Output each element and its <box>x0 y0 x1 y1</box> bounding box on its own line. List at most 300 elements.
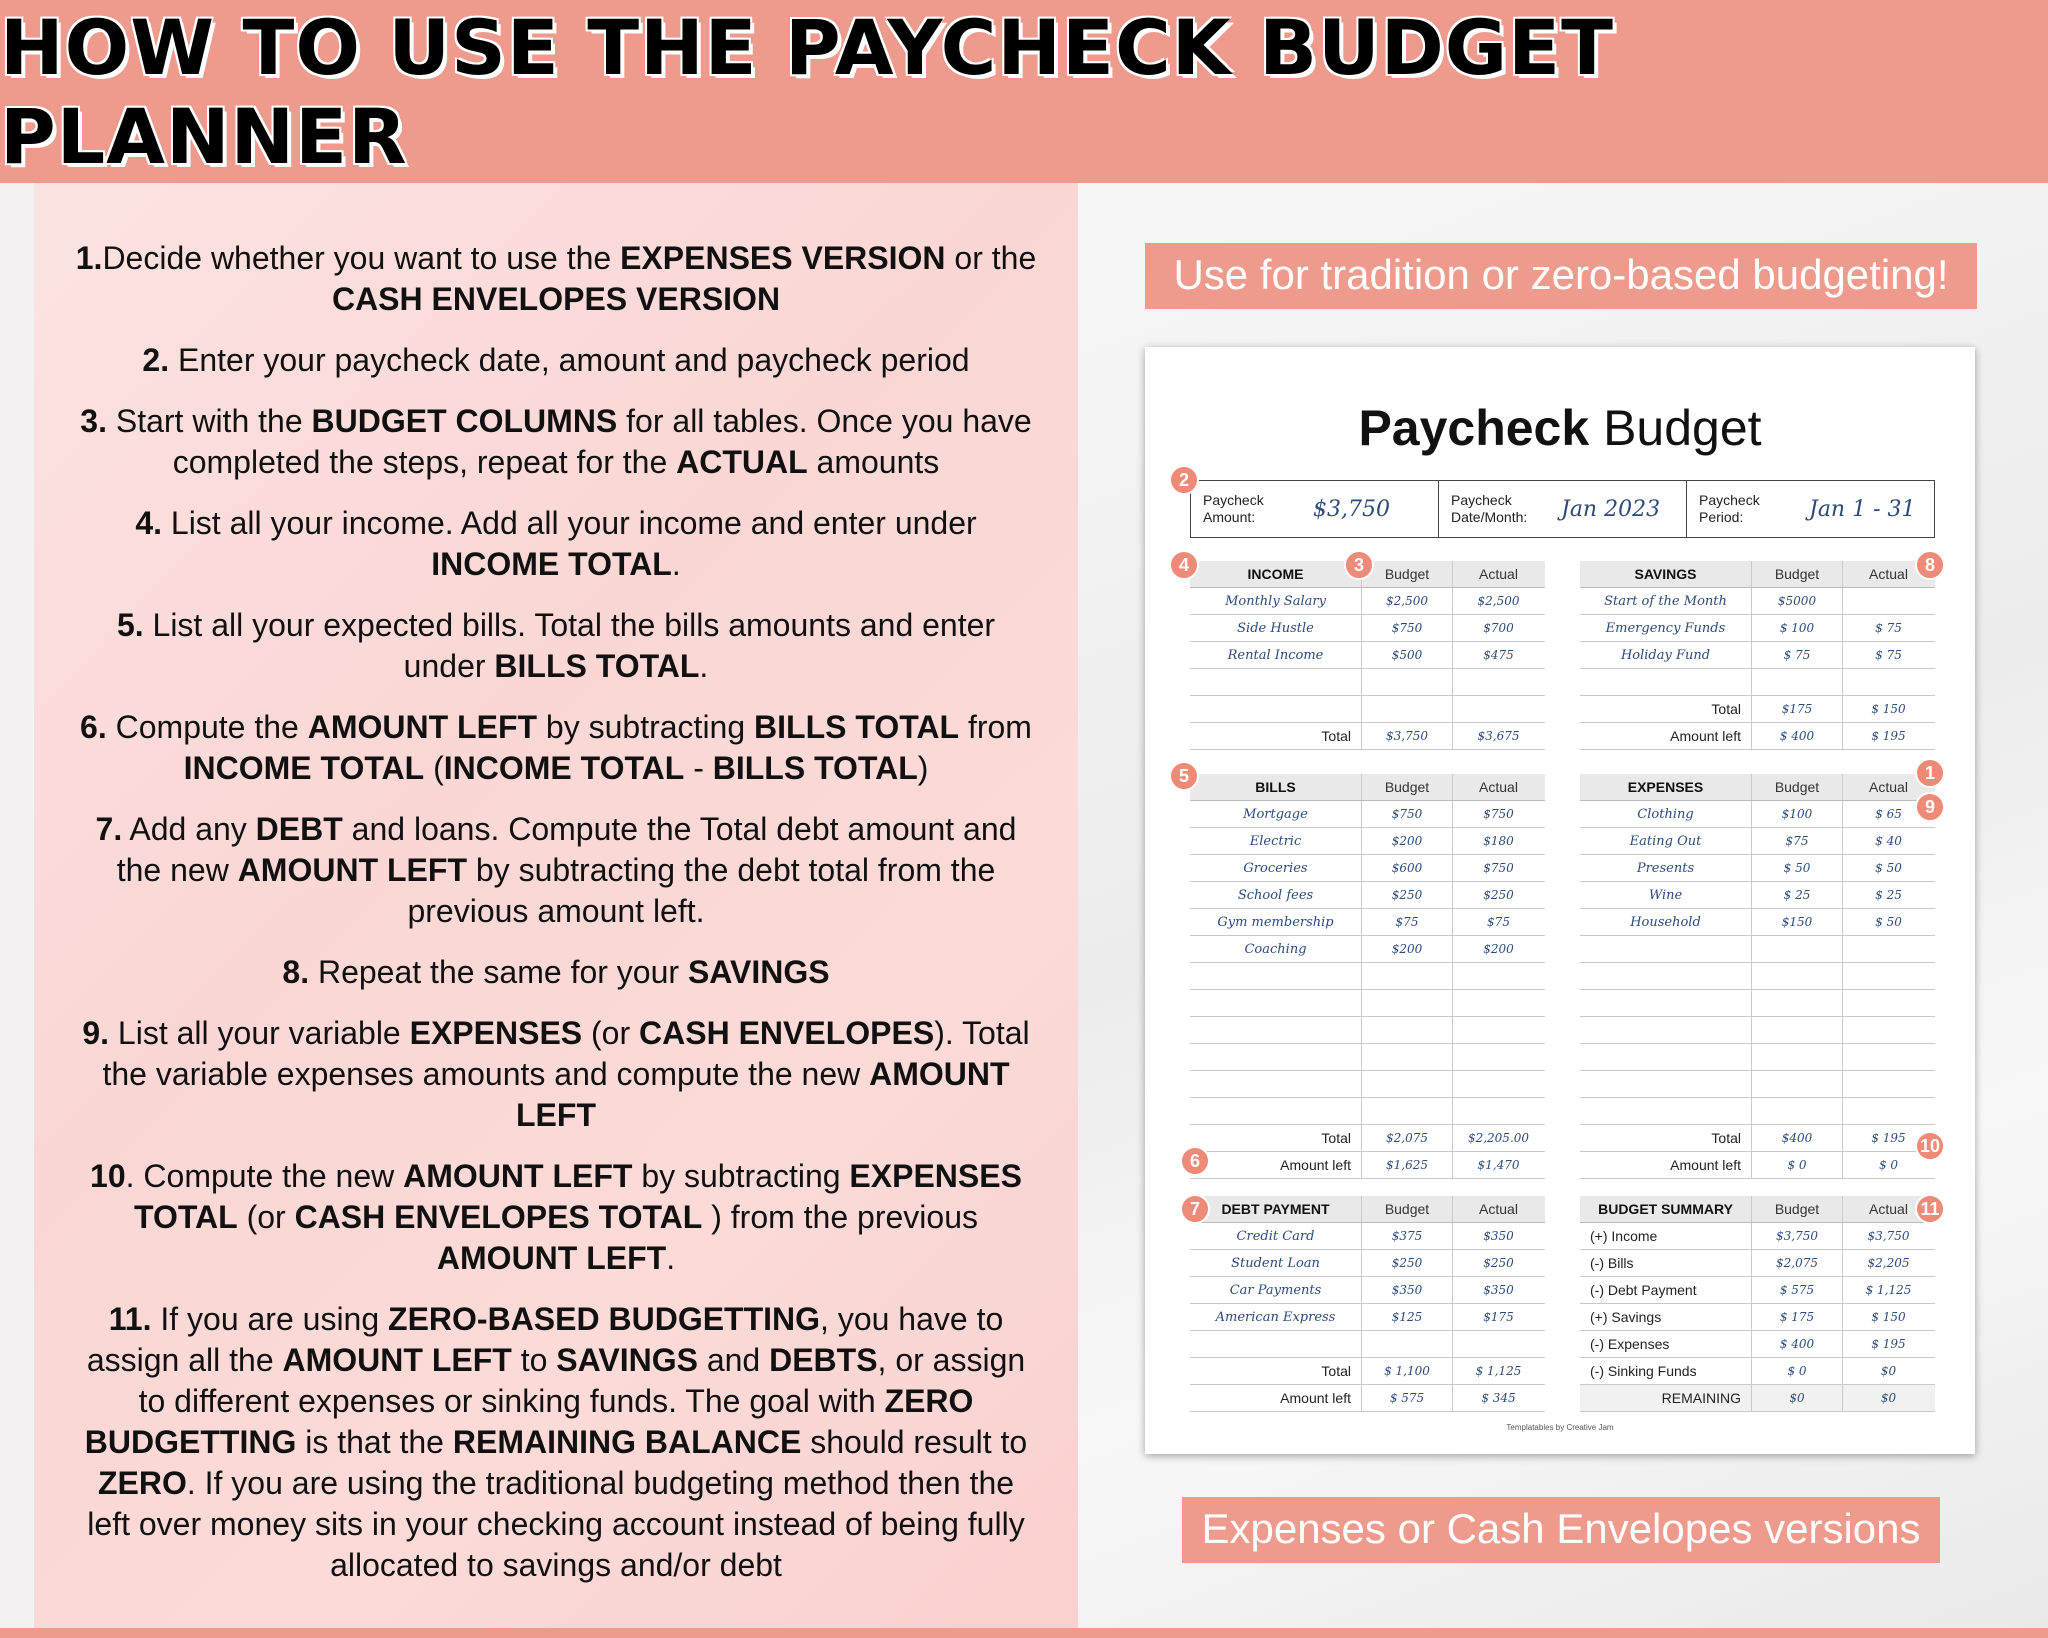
step-text: . <box>671 546 681 582</box>
budget-value <box>1362 669 1453 695</box>
paycheck-header <box>1190 480 1935 538</box>
step-bold-text: SAVINGS <box>556 1342 698 1378</box>
step-text: Start with the <box>106 403 312 439</box>
income-table <box>1190 561 1545 750</box>
step-badge-10: 10 <box>1915 1131 1945 1161</box>
page-title: HOW TO USE THE PAYCHECK BUDGET PLANNER <box>0 2 1614 181</box>
row-label <box>1580 1044 1752 1070</box>
instructions-panel <box>34 183 1078 1628</box>
table-row <box>1190 828 1545 855</box>
row-label: Start of the Month <box>1580 588 1752 614</box>
step-bold-text: 7. <box>95 811 123 847</box>
actual-value: $ 50 <box>1875 861 1902 875</box>
row-label: Wine <box>1580 882 1752 908</box>
bills-table <box>1190 774 1545 1179</box>
step-badge-2: 2 <box>1169 465 1199 495</box>
step-bold-text: 3. <box>80 403 107 439</box>
budget-value <box>1362 1098 1453 1124</box>
step-bold-text: 8. <box>282 954 310 990</box>
budget-value: $ 575 <box>1752 1277 1843 1303</box>
actual-value: $200 <box>1483 942 1514 956</box>
actual-value <box>1453 1017 1544 1043</box>
step-badge-11: 11 <box>1915 1194 1945 1224</box>
step-bold-text: INCOME TOTAL <box>183 750 425 786</box>
total-label: Amount left <box>1580 723 1752 749</box>
table-total-row <box>1580 1125 1935 1152</box>
actual-value <box>1453 1044 1544 1070</box>
total-label: Total <box>1580 1125 1752 1151</box>
table-row <box>1580 615 1935 642</box>
total-label: Total <box>1190 723 1362 749</box>
actual-value <box>1843 588 1934 614</box>
actual-column-header: Actual <box>1479 1201 1518 1217</box>
budgeting-tag: Use for tradition or zero-based budgeting! <box>1145 243 1977 309</box>
step-text: ) <box>917 750 929 786</box>
step-text: from <box>959 709 1032 745</box>
sheet-credit: Templatables by Creative Jam <box>1506 1423 1614 1432</box>
budget-value: $100 <box>1752 801 1843 827</box>
row-label: Household <box>1580 909 1752 935</box>
step-bold-text: AMOUNT LEFT <box>307 709 538 745</box>
table-row <box>1190 1277 1545 1304</box>
actual-value <box>1453 1331 1544 1357</box>
table-total-row <box>1190 723 1545 750</box>
row-label <box>1190 1071 1362 1097</box>
total-actual-value: $ 345 <box>1481 1391 1516 1405</box>
budget-column-header: Budget <box>1752 1196 1843 1222</box>
budget-value: $ 100 <box>1752 615 1843 641</box>
actual-column-header: Actual <box>1869 1201 1908 1217</box>
step-bold-text: INCOME TOTAL <box>431 546 672 582</box>
table-header-row <box>1190 774 1545 801</box>
actual-value: $0 <box>1880 1364 1897 1378</box>
total-actual-value: $ 0 <box>1878 1158 1899 1172</box>
row-label: REMAINING <box>1580 1385 1752 1411</box>
step-bold-text: BILLS TOTAL <box>494 648 700 684</box>
total-actual-value: $1,470 <box>1477 1158 1520 1172</box>
table-row <box>1580 1250 1935 1277</box>
row-label: Rental Income <box>1190 642 1362 668</box>
step-text: List all your variable <box>109 1015 410 1051</box>
step-text: , or assign to different expenses or sinking funds. The goal with <box>138 1342 1026 1419</box>
total-actual-value: $2,205.00 <box>1467 1131 1530 1145</box>
table-row <box>1580 1017 1935 1044</box>
title-banner <box>0 0 2048 183</box>
paycheck-date-value: Jan 2023 <box>1561 496 1661 522</box>
row-label <box>1190 963 1362 989</box>
budget-value <box>1752 936 1843 962</box>
actual-value: $ 25 <box>1875 888 1902 902</box>
paycheck-period-label: Paycheck Period: <box>1699 492 1760 525</box>
step-text: List all your expected bills. Total the bills amounts and enter under <box>143 607 996 684</box>
actual-value <box>1453 1071 1544 1097</box>
step-bold-text: 11. <box>108 1301 152 1337</box>
row-label <box>1190 669 1362 695</box>
budget-value: $125 <box>1362 1304 1453 1330</box>
instruction-step <box>34 1156 1078 1279</box>
instruction-step <box>34 401 1078 483</box>
step-bold-text: DEBT <box>255 811 343 847</box>
step-text: should result to <box>801 1424 1028 1460</box>
table-row <box>1190 588 1545 615</box>
table-row <box>1580 1277 1935 1304</box>
step-badge-4: 4 <box>1169 550 1199 580</box>
row-label: Eating Out <box>1580 828 1752 854</box>
table-title: BILLS <box>1190 774 1362 800</box>
step-text: . <box>699 648 709 684</box>
row-label: Electric <box>1190 828 1362 854</box>
budget-value: $ 25 <box>1752 882 1843 908</box>
step-badge-9: 9 <box>1915 792 1945 822</box>
table-row <box>1580 936 1935 963</box>
table-total-row <box>1190 1125 1545 1152</box>
budget-value: $200 <box>1362 936 1453 962</box>
step-bold-text: SAVINGS <box>687 954 830 990</box>
row-label <box>1190 1017 1362 1043</box>
step-text: and <box>697 1342 770 1378</box>
table-row <box>1580 1223 1935 1250</box>
budget-column-header: Budget <box>1362 774 1453 800</box>
step-text: (or <box>582 1015 640 1051</box>
budget-value: $200 <box>1362 828 1453 854</box>
actual-value: $175 <box>1483 1310 1514 1324</box>
total-actual-value: $ 195 <box>1871 729 1906 743</box>
step-text: . If you are using the traditional budgeting method then the left over money sits in your checking account instead of being fully allocated to savings and/or debt <box>87 1465 1025 1583</box>
actual-value: $700 <box>1483 621 1514 635</box>
budget-value: $750 <box>1362 615 1453 641</box>
budget-sheet-preview <box>1145 347 1975 1454</box>
step-bold-text: CASH ENVELOPES TOTAL <box>294 1199 703 1235</box>
sheet-title-rest: Budget <box>1589 400 1762 456</box>
step-bold-text: 1. <box>75 240 103 276</box>
budget-value: $2,075 <box>1752 1250 1843 1276</box>
budget-value: $250 <box>1362 882 1453 908</box>
actual-value <box>1453 963 1544 989</box>
actual-value <box>1843 1098 1934 1124</box>
table-row <box>1190 1071 1545 1098</box>
total-budget-value: $ 575 <box>1362 1385 1453 1411</box>
table-row <box>1190 696 1545 723</box>
actual-value <box>1843 963 1934 989</box>
actual-value <box>1453 990 1544 1016</box>
budget-value: $ 400 <box>1752 1331 1843 1357</box>
row-label <box>1580 669 1752 695</box>
total-budget-value: $ 1,100 <box>1362 1358 1453 1384</box>
actual-value <box>1843 990 1934 1016</box>
total-label: Total <box>1190 1358 1362 1384</box>
budget-value: $75 <box>1752 828 1843 854</box>
total-budget-value: $2,075 <box>1362 1125 1453 1151</box>
total-budget-value: $ 400 <box>1752 723 1843 749</box>
step-bold-text: 9. <box>82 1015 110 1051</box>
table-header-row <box>1190 1196 1545 1223</box>
sheet-title <box>1145 399 1975 457</box>
actual-value: $0 <box>1880 1391 1897 1405</box>
total-label: Amount left <box>1190 1385 1362 1411</box>
row-label <box>1580 1017 1752 1043</box>
actual-column-header: Actual <box>1479 779 1518 795</box>
row-label: Car Payments <box>1190 1277 1362 1303</box>
step-bold-text: ACTUAL <box>676 444 808 480</box>
actual-column-header: Actual <box>1869 779 1908 795</box>
table-row <box>1580 1331 1935 1358</box>
budget-value: $375 <box>1362 1223 1453 1249</box>
step-bold-text: 2. <box>142 342 170 378</box>
instruction-step <box>34 340 1078 381</box>
actual-value: $350 <box>1483 1283 1514 1297</box>
step-bold-text: REMAINING BALANCE <box>452 1424 802 1460</box>
row-label: (-) Expenses <box>1580 1331 1752 1357</box>
actual-value: $ 75 <box>1875 648 1902 662</box>
row-label: Presents <box>1580 855 1752 881</box>
table-total-row <box>1580 696 1935 723</box>
actual-value: $75 <box>1487 915 1510 929</box>
actual-value: $ 50 <box>1875 915 1902 929</box>
row-label: Clothing <box>1580 801 1752 827</box>
budget-value: $350 <box>1362 1277 1453 1303</box>
table-row <box>1190 990 1545 1017</box>
step-bold-text: ZERO-BASED BUDGETTING <box>388 1301 821 1337</box>
actual-value: $ 195 <box>1871 1337 1906 1351</box>
budget-value <box>1752 669 1843 695</box>
table-row <box>1190 669 1545 696</box>
table-row <box>1190 882 1545 909</box>
step-text: by subtracting the debt total from the previous amount left. <box>407 852 996 929</box>
actual-value <box>1453 696 1544 722</box>
table-row <box>1580 990 1935 1017</box>
paycheck-period-value: Jan 1 - 31 <box>1809 496 1916 522</box>
total-actual-value: $3,675 <box>1477 729 1520 743</box>
actual-value: $3,750 <box>1867 1229 1910 1243</box>
step-text: ) from the previous <box>702 1199 978 1235</box>
budget-value: $ 175 <box>1752 1304 1843 1330</box>
budget-value: $150 <box>1752 909 1843 935</box>
total-budget-value: $3,750 <box>1362 723 1453 749</box>
step-text: , you have to assign all the <box>86 1301 1004 1378</box>
actual-value <box>1843 1071 1934 1097</box>
row-label <box>1580 990 1752 1016</box>
step-text: List all your income. Add all your income and enter under <box>162 505 977 541</box>
step-bold-text: EXPENSES VERSION <box>620 240 946 276</box>
table-title: SAVINGS <box>1580 561 1752 587</box>
row-label: Student Loan <box>1190 1250 1362 1276</box>
step-text: amounts <box>807 444 940 480</box>
budget-value <box>1752 1098 1843 1124</box>
budget-value: $250 <box>1362 1250 1453 1276</box>
table-row <box>1190 963 1545 990</box>
actual-value: $250 <box>1483 888 1514 902</box>
row-label: (+) Income <box>1580 1223 1752 1249</box>
table-title: BUDGET SUMMARY <box>1580 1196 1752 1222</box>
actual-value: $180 <box>1483 834 1514 848</box>
row-label <box>1580 1098 1752 1124</box>
table-total-row <box>1580 1152 1935 1179</box>
step-text: ). Total the variable expenses amounts and compute the new <box>102 1015 1030 1092</box>
step-text: to <box>511 1342 557 1378</box>
table-row <box>1580 1044 1935 1071</box>
step-bold-text: CASH ENVELOPES VERSION <box>331 281 781 317</box>
paycheck-amount-label: Paycheck Amount: <box>1203 492 1264 525</box>
row-label: Gym membership <box>1190 909 1362 935</box>
row-label: (-) Debt Payment <box>1580 1277 1752 1303</box>
budget-value: $5000 <box>1752 588 1843 614</box>
actual-value: $ 1,125 <box>1865 1283 1912 1297</box>
budget-value: $ 0 <box>1752 1358 1843 1384</box>
step-bold-text: ZERO BUDGETTING <box>84 1383 974 1460</box>
step-text: If you are using <box>151 1301 389 1337</box>
actual-value: $250 <box>1483 1256 1514 1270</box>
total-budget-value: $175 <box>1752 696 1843 722</box>
step-bold-text: EXPENSES <box>409 1015 583 1051</box>
table-total-row <box>1580 723 1935 750</box>
table-row <box>1190 801 1545 828</box>
row-label: Monthly Salary <box>1190 588 1362 614</box>
table-row <box>1580 882 1935 909</box>
step-bold-text: 5. <box>116 607 144 643</box>
budget-column-header: Budget <box>1752 774 1843 800</box>
step-bold-text: ZERO <box>97 1465 187 1501</box>
step-text: (or <box>237 1199 295 1235</box>
row-label: Mortgage <box>1190 801 1362 827</box>
step-text: Enter your paycheck date, amount and paycheck period <box>169 342 970 378</box>
table-row <box>1580 909 1935 936</box>
row-label <box>1190 990 1362 1016</box>
table-row <box>1580 963 1935 990</box>
budget-value <box>1752 1017 1843 1043</box>
table-row <box>1190 1250 1545 1277</box>
total-budget-value: $1,625 <box>1362 1152 1453 1178</box>
table-row <box>1580 642 1935 669</box>
budget-value <box>1752 1071 1843 1097</box>
actual-value: $ 65 <box>1875 807 1902 821</box>
row-label <box>1190 1044 1362 1070</box>
step-bold-text: DEBTS <box>769 1342 878 1378</box>
instruction-step <box>34 809 1078 932</box>
step-bold-text: BILLS TOTAL <box>712 750 918 786</box>
row-label: (+) Savings <box>1580 1304 1752 1330</box>
actual-value: $475 <box>1483 648 1514 662</box>
expenses-table <box>1580 774 1935 1179</box>
step-bold-text: INCOME TOTAL <box>443 750 685 786</box>
budget-value: $600 <box>1362 855 1453 881</box>
actual-value <box>1453 1098 1544 1124</box>
actual-value: $750 <box>1483 861 1514 875</box>
total-label: Amount left <box>1580 1152 1752 1178</box>
total-actual-value: $ 150 <box>1871 702 1906 716</box>
table-row <box>1190 936 1545 963</box>
row-label: (-) Bills <box>1580 1250 1752 1276</box>
actual-value: $2,205 <box>1867 1256 1910 1270</box>
table-row <box>1190 909 1545 936</box>
row-label: Groceries <box>1190 855 1362 881</box>
table-row <box>1580 1358 1935 1385</box>
step-bold-text: 4. <box>135 505 162 541</box>
actual-value <box>1843 936 1934 962</box>
step-text: . Compute the new <box>125 1158 404 1194</box>
step-text: ( <box>424 750 444 786</box>
step-bold-text: BUDGET COLUMNS <box>311 403 618 439</box>
budget-value: $500 <box>1362 642 1453 668</box>
table-row <box>1190 1331 1545 1358</box>
actual-value <box>1843 1017 1934 1043</box>
table-row <box>1580 1098 1935 1125</box>
budget-column-header: Budget <box>1362 1196 1453 1222</box>
instruction-step <box>34 1013 1078 1136</box>
total-actual-value: $ 195 <box>1871 1131 1906 1145</box>
step-text: or the <box>945 240 1037 276</box>
budget-value <box>1752 990 1843 1016</box>
step-text: for all tables. Once you have completed the steps, repeat for the <box>172 403 1032 480</box>
instruction-step <box>34 1299 1078 1586</box>
budget-value <box>1362 1331 1453 1357</box>
table-total-row <box>1190 1152 1545 1179</box>
step-text: . <box>666 1240 676 1276</box>
budget-summary-table <box>1580 1196 1935 1412</box>
step-bold-text: AMOUNT LEFT <box>436 1240 667 1276</box>
row-label: Emergency Funds <box>1580 615 1752 641</box>
table-row <box>1190 1098 1545 1125</box>
actual-column-header: Actual <box>1869 566 1908 582</box>
step-bold-text: BILLS TOTAL <box>754 709 960 745</box>
budget-value <box>1362 1044 1453 1070</box>
table-row <box>1190 1017 1545 1044</box>
instruction-step <box>34 952 1078 993</box>
step-bold-text: 10 <box>90 1158 126 1194</box>
row-label <box>1190 696 1362 722</box>
table-header-row <box>1580 774 1935 801</box>
budget-value <box>1752 963 1843 989</box>
table-row <box>1190 615 1545 642</box>
budget-value: $ 50 <box>1752 855 1843 881</box>
step-text: - <box>684 750 713 786</box>
table-header-row <box>1580 1196 1935 1223</box>
table-total-row <box>1190 1358 1545 1385</box>
row-label: American Express <box>1190 1304 1362 1330</box>
row-label: Holiday Fund <box>1580 642 1752 668</box>
budget-value: $75 <box>1362 909 1453 935</box>
step-text: and loans. Compute the Total debt amount and the new <box>116 811 1017 888</box>
instruction-step <box>34 605 1078 687</box>
step-badge-3: 3 <box>1344 550 1374 580</box>
row-label <box>1190 1098 1362 1124</box>
instruction-step <box>34 707 1078 789</box>
budget-column-header: Budget <box>1752 561 1843 587</box>
budget-value: $0 <box>1752 1385 1843 1411</box>
table-title: INCOME <box>1190 561 1362 587</box>
table-row <box>1580 1071 1935 1098</box>
table-row <box>1190 642 1545 669</box>
step-text: Decide whether you want to use the <box>102 240 621 276</box>
step-badge-8: 8 <box>1915 550 1945 580</box>
bottom-accent-bar <box>0 1628 2048 1638</box>
actual-value <box>1453 669 1544 695</box>
row-label <box>1190 1331 1362 1357</box>
step-bold-text: 6. <box>80 709 107 745</box>
step-text: is that the <box>296 1424 453 1460</box>
budget-column-header: Budget <box>1362 561 1453 587</box>
row-label: Credit Card <box>1190 1223 1362 1249</box>
table-row <box>1580 588 1935 615</box>
table-row <box>1580 828 1935 855</box>
step-text: by subtracting <box>537 709 755 745</box>
paycheck-period-cell <box>1687 481 1934 537</box>
step-text: Repeat the same for your <box>309 954 688 990</box>
step-bold-text: CASH ENVELOPES <box>639 1015 935 1051</box>
row-label <box>1580 963 1752 989</box>
table-row <box>1190 1223 1545 1250</box>
table-header-row <box>1580 561 1935 588</box>
step-bold-text: EXPENSES TOTAL <box>134 1158 1022 1235</box>
